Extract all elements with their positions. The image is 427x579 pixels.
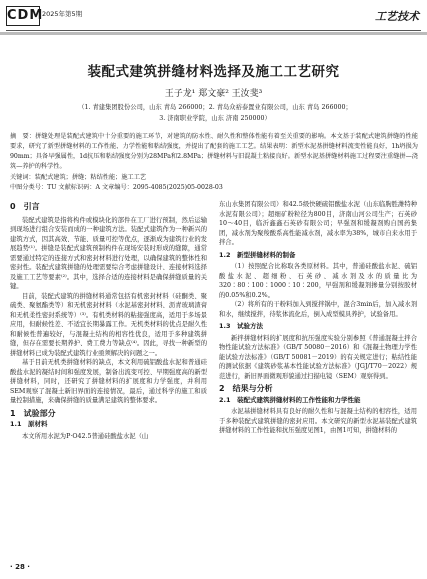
paragraph: （1）按照配合比称取各类原材料。其中，普通硅酸盐水泥、硫铝酸盐水泥、超细粉、石英砂、减水剂及水的质量比为320∶80∶100∶1000∶10∶200，早强剂和缓凝剂掺量分别按胶材的0.05%和0.2%。 (219, 263, 417, 299)
paragraph: 装配式建筑是指将构件或模块化的部件在工厂进行预制，然后运输到现场进行组合安装而成的一种建筑方法。装配式建筑作为一种新兴的建筑方式，因其高效、节能、质量可控等优点，逐渐成为建筑行业的发展趋势⁽¹⁾。拼缝是装配式建筑预制构件在现场安装时形成的缝隙，通常需要通过特定的连接方式和密封材料进行处理，以确保建筑的整体性和密封性。装配式建筑拼缝的处理需要综合考虑拼缝设计、连接材料选择及施工工艺等要素⁽²⁾。其中，选择合适的连接材料是确保拼缝质量的关键。 (10, 216, 207, 290)
subsection-heading: 2.1 装配式建筑拼缝材料的工作性能和力学性能 (219, 395, 361, 404)
subsection-heading: 1.1 原材料 (10, 420, 48, 428)
subsection-heading: 1.2 新型拼缝材料的制备 (219, 250, 296, 259)
header-band (0, 32, 427, 35)
journal-logo: CDM (6, 6, 40, 26)
issue-label: 2025年第5期 (42, 10, 83, 18)
paragraph: 新拌拼缝材料的扩展度和抗压强度实验分别参照《普通混凝土拌合物性能试验方法标准》（GB/T 50080－2016）和《混凝土物理力学性能试验方法标准》（GB/T 50081－2019）的有关规定进行；粘结性能的测试依据《建筑砂浆基本性能试验方法标准》（JGJ/T70－2022）规范进行，新旧界面微观形貌通过扫描电镜（SEM）观察得到。 (219, 334, 417, 380)
paragraph: 目前，装配式建筑的拼缝材料通常包括有机密封材料（硅酮类、聚硫类、聚氨酯类等）和无机密封材料（水泥基密封材料、沥青玻璃渣膏和无机柔性密封系统等）⁽³⁾。有机类材料的粘接强度高，适用于多场景应用，但耐候性差、不适宜长期暴露工作。无机类材料的优点是耐久性和耐候性普遍较好，与混凝土结构的相容性优良，适用于多种建筑拼缝，但存在需要长期养护、费工费力等缺点⁽⁴⁾。因此，寻找一种新型的拼缝材料已成为装配式建筑行业亟须解决的问题之一。 (10, 292, 207, 357)
paragraph: 基于目前无机类拼缝材料的缺点，本文利用硫铝酸盐水泥和普通硅酸盐水泥的凝结时间和强度发展，制备出流变可控、早期强度高的新型拼缝材料，同时，还研究了拼缝材料的扩展度和力学强度，并利用SEM观察了混凝土新旧界面的连接情况，最后，通过科学的施工和质量控制措施，来确保拼缝的质量满足建筑的整体要求。 (10, 359, 207, 404)
keywords: 关键词：装配式建筑；拼缝；粘结性能；施工工艺 (10, 174, 147, 181)
section-heading: 2 结果与分析 (219, 384, 273, 393)
paragraph: （2）将所有的干粉料加入到搅拌锅中，混合3min后，加入减水剂和水，继续搅拌，待浆体流化后，倒入成型模具养护，试验备用。 (219, 301, 417, 318)
paper-authors: 王子龙¹ 郑文豪² 王汝斐³ (164, 89, 263, 99)
paper-title: 装配式建筑拼缝材料选择及施工工艺研究 (87, 64, 340, 80)
affiliation-line: （1. 青建集团股份公司，山东 青岛 266000；2. 青岛众裕泰置业有限公司，山东 青岛 266000； (78, 104, 352, 111)
keywords-block (10, 173, 418, 193)
paragraph: 水泥基拼缝材料具有良好的耐久性和与混凝土结构的相容性，适用于多种装配式建筑拼缝的密封应用。本文研究的新型水泥基装配式建筑拼缝材料的工作性能和抗压强度见图1，由图1可知，拼缝材料的 (219, 408, 417, 434)
paragraph: 东山水集团有限公司）和42.5级快硬硫铝酸盐水泥（山东临朐胜潍特种水泥有限公司）；超细矿粉粒径为800目，济南山河公司生产；石英砂10～40目，临沂鑫鑫石英砂有限公司；早强剂和缓凝剂购自国药集团，减水剂为聚羧酸系高性能减水剂，减水率为38%，城市自来水用于拌合。 (219, 201, 417, 246)
classification: 中图分类号：TU 文献标识码：A 文章编号：2095-4085(2025)05-0028-03 (10, 184, 223, 191)
right-column (219, 200, 417, 436)
header-rule (6, 30, 421, 31)
category-label: 工艺技术 (375, 10, 419, 23)
section-heading: 1 试验部分 (10, 408, 56, 418)
paragraph: 本文所用水泥为P·O42.5普通硅酸盐水泥（山 (22, 432, 149, 440)
affiliation-line: 3. 济南职业学院，山东 济南 250000） (159, 115, 271, 122)
left-column (10, 200, 207, 441)
subsection-heading: 1.3 试验方法 (219, 322, 264, 330)
affiliations (20, 102, 410, 124)
page-number: · 28 · (10, 563, 30, 571)
abstract: 摘 要：拼缝处理是装配式建筑中十分重要的施工环节，对建筑的防水性、耐久性和整体性能有着至关重要的影响。本文基于装配式建筑拼缝的性能要求，研究了新型拼缝材料的工作性能、力学性能和粘结强度，并提出了配套的施工工艺。结果表明：新型水泥基拼缝材料流变性能良好，1h坍损为90mm；具备早强属性，1d抗压和粘结强度分别为28MPa和2.8MPa；拼缝材料与旧混凝土粘接良好。新型水泥基拼缝材料施工过程要注重缝拼—浇筑—养护的科学性。 (10, 133, 418, 170)
page-header (0, 0, 427, 36)
section-heading: 0 引言 (10, 202, 40, 211)
